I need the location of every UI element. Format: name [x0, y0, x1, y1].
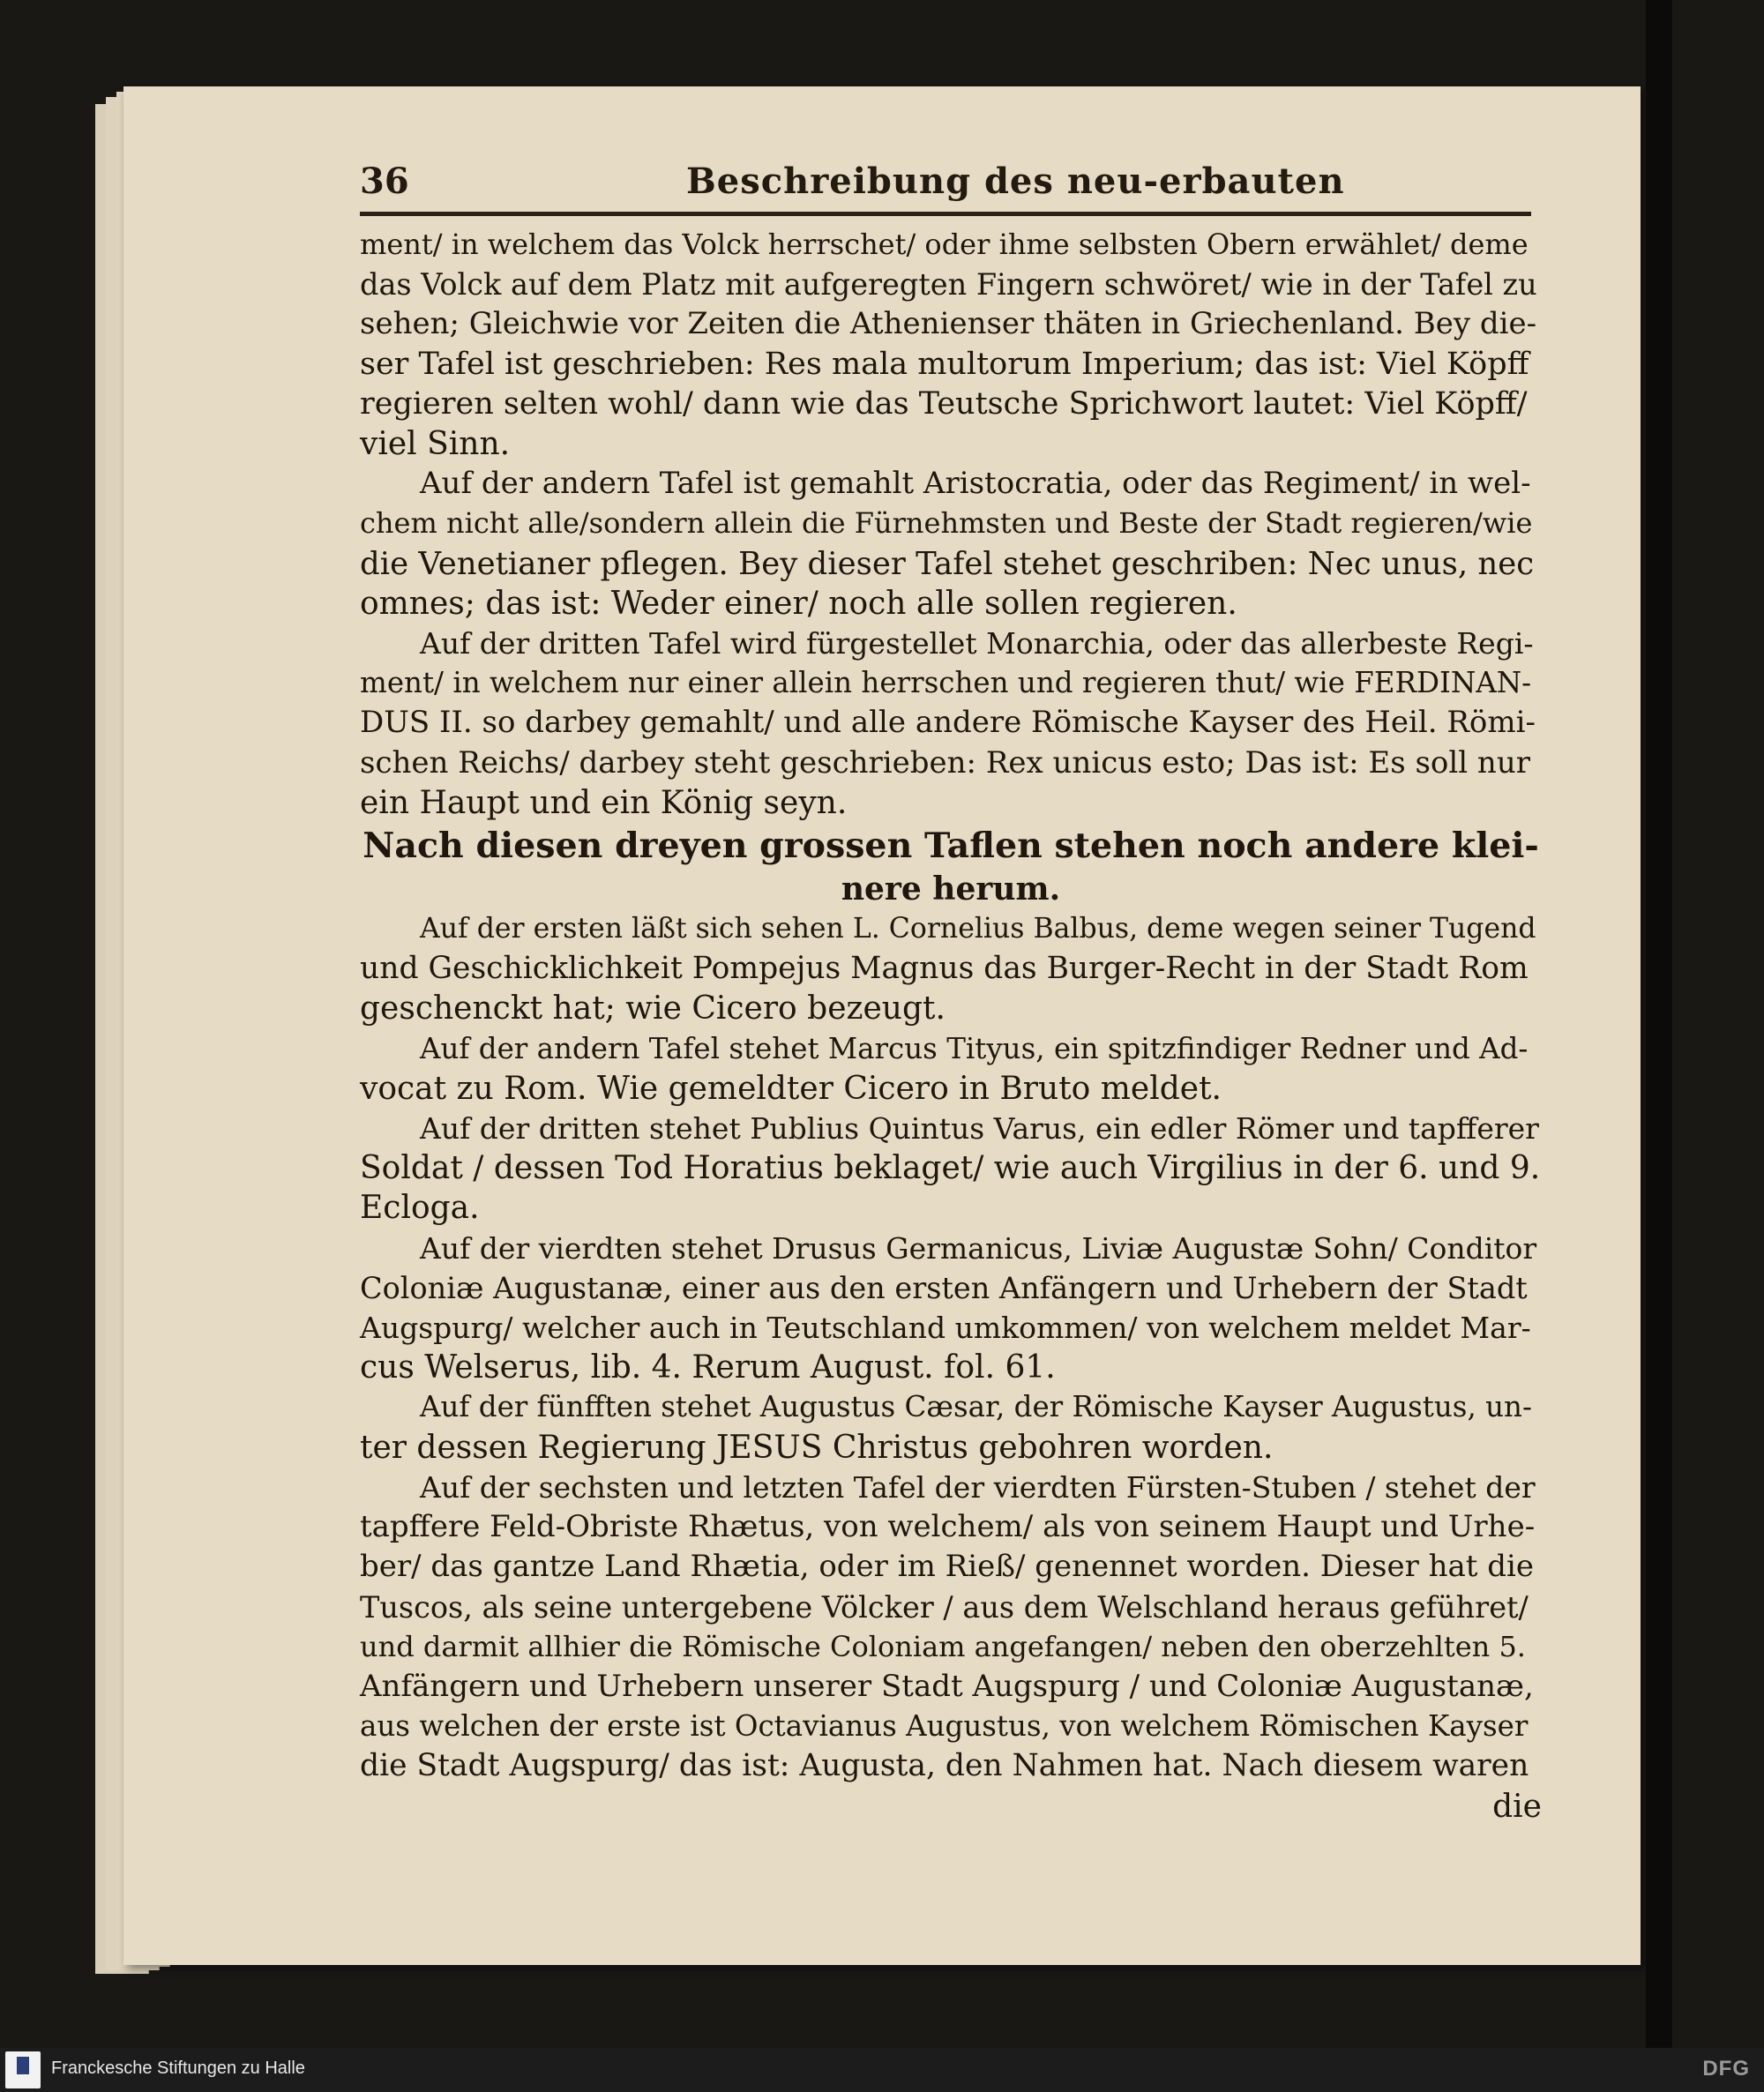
text-line: omnes; das ist: Weder einer/ noch alle sollen regieren. [360, 585, 1237, 622]
text-line: ment/ in welchem nur einer allein herrschen und regieren thut/ wie FERDINAN- [360, 666, 1532, 700]
text-line: die Venetianer pflegen. Bey dieser Tafel stehet geschriben: Nec unus, nec [360, 545, 1535, 582]
text-line: und darmit allhier die Römische Coloniam angefangen/ neben den oberzehlten 5. [360, 1629, 1526, 1663]
text-line: Tuscos, als seine untergebene Völcker / aus dem Welschland heraus geführet/ [360, 1589, 1529, 1625]
text-line: ber/ das gantze Land Rhætia, oder im Rieß/ genennet worden. Dieser hat die [360, 1549, 1535, 1585]
section-heading: Nach diesen dreyen grossen Taflen stehen noch andere klei- [363, 826, 1539, 867]
text-line: tapffere Feld-Obriste Rhætus, von welchem/ als von seinem Haupt und Urhe- [360, 1509, 1536, 1545]
text-line: Anfängern und Urhebern unserer Stadt Augspurg / und Coloniæ Augustanæ, [360, 1668, 1534, 1704]
text-line: Coloniæ Augustanæ, einer aus den ersten Anfängern und Urhebern der Stadt [360, 1270, 1528, 1305]
text-line: cus Welserus, lib. 4. Rerum August. fol. 61. [360, 1349, 1056, 1386]
building-icon [17, 2057, 29, 2074]
viewer-footer [0, 2048, 1764, 2092]
institution-name[interactable]: Franckesche Stiftungen zu Halle [51, 2058, 305, 2078]
catchword: die [1492, 1788, 1542, 1825]
paragraph-start: Auf der ersten läßt sich sehen L. Cornelius Balbus, deme wegen seiner Tugend [420, 913, 1536, 945]
paragraph-start: Auf der andern Tafel ist gemahlt Aristocratia, oder das Regiment/ in wel- [420, 466, 1531, 502]
text-line: Ecloga. [360, 1190, 480, 1227]
text-line: sehen; Gleichwie vor Zeiten die Athenienser thäten in Griechenland. Bey die- [360, 306, 1537, 342]
body-text [360, 225, 1542, 1827]
book-spine-shadow [1646, 0, 1672, 2048]
text-line: und Geschicklichkeit Pompejus Magnus das Burger-Recht in der Stadt Rom [360, 951, 1529, 987]
text-line: regieren selten wohl/ dann wie das Teutsche Sprichwort lautet: Viel Köpff/ [360, 385, 1528, 422]
text-line: ser Tafel ist geschrieben: Res mala multorum Imperium; das ist: Viel Köpff [360, 346, 1529, 382]
text-line: vocat zu Rom. Wie gemeldter Cicero in Bruto meldet. [360, 1070, 1222, 1107]
text-line: das Volck auf dem Platz mit aufgeregten Fingern schwöret/ wie in der Tafel zu [360, 267, 1537, 303]
running-head: Beschreibung des neu-erbauten [686, 161, 1345, 202]
text-line: aus welchen der erste ist Octavianus Augustus, von welchem Römischen Kayser [360, 1709, 1529, 1744]
text-line: DUS II. so darbey gemahlt/ und alle andere Römische Kayser des Heil. Römi- [360, 705, 1536, 741]
paragraph-start: Auf der andern Tafel stehet Marcus Tityus, ein spitzfindiger Redner und Ad- [420, 1031, 1529, 1065]
paragraph-start: Auf der sechsten und letzten Tafel der vierdten Fürsten-Stuben / stehet der [420, 1469, 1536, 1505]
paragraph-start: Auf der dritten Tafel wird fürgestellet Monarchia, oder das allerbeste Regi- [420, 626, 1534, 661]
text-line: ein Haupt und ein König seyn. [360, 784, 848, 821]
paragraph-start: Auf der vierdten stehet Drusus Germanicus, Liviæ Augustæ Sohn/ Conditor [420, 1230, 1537, 1266]
text-line: schen Reichs/ darbey steht geschrieben: Rex unicus esto; Das ist: Es soll nur [360, 744, 1530, 781]
franckesche-stiftungen-logo[interactable] [5, 2051, 41, 2088]
paragraph-start: Auf der fünfften stehet Augustus Cæsar, der Römische Kayser Augustus, un- [420, 1390, 1532, 1424]
section-heading-continued: nere herum. [841, 870, 1061, 908]
text-line: viel Sinn. [360, 426, 511, 463]
text-line: ter dessen Regierung JESUS Christus gebohren worden. [360, 1429, 1274, 1466]
dfg-logo[interactable]: DFG [1702, 2057, 1750, 2081]
page-header [360, 161, 1542, 213]
text-line: die Stadt Augspurg/ das ist: Augusta, den Nahmen hat. Nach diesem waren [360, 1748, 1529, 1784]
text-line: ment/ in welchem das Volck herrschet/ oder ihme selbsten Obern erwählet/ deme [360, 228, 1529, 261]
header-rule [360, 212, 1531, 216]
text-line: chem nicht alle/sondern allein die Fürnehmsten und Beste der Stadt regieren/wie [360, 506, 1533, 541]
page-number: 36 [360, 161, 409, 202]
paragraph-start: Auf der dritten stehet Publius Quintus Varus, ein edler Römer und tapfferer [420, 1111, 1539, 1147]
text-line: Soldat / dessen Tod Horatius beklaget/ wie auch Virgilius in der 6. und 9. [360, 1150, 1541, 1187]
text-line: geschenckt hat; wie Cicero bezeugt. [360, 990, 946, 1027]
text-line: Augspurg/ welcher auch in Teutschland umkommen/ von welchem meldet Mar- [360, 1311, 1531, 1346]
